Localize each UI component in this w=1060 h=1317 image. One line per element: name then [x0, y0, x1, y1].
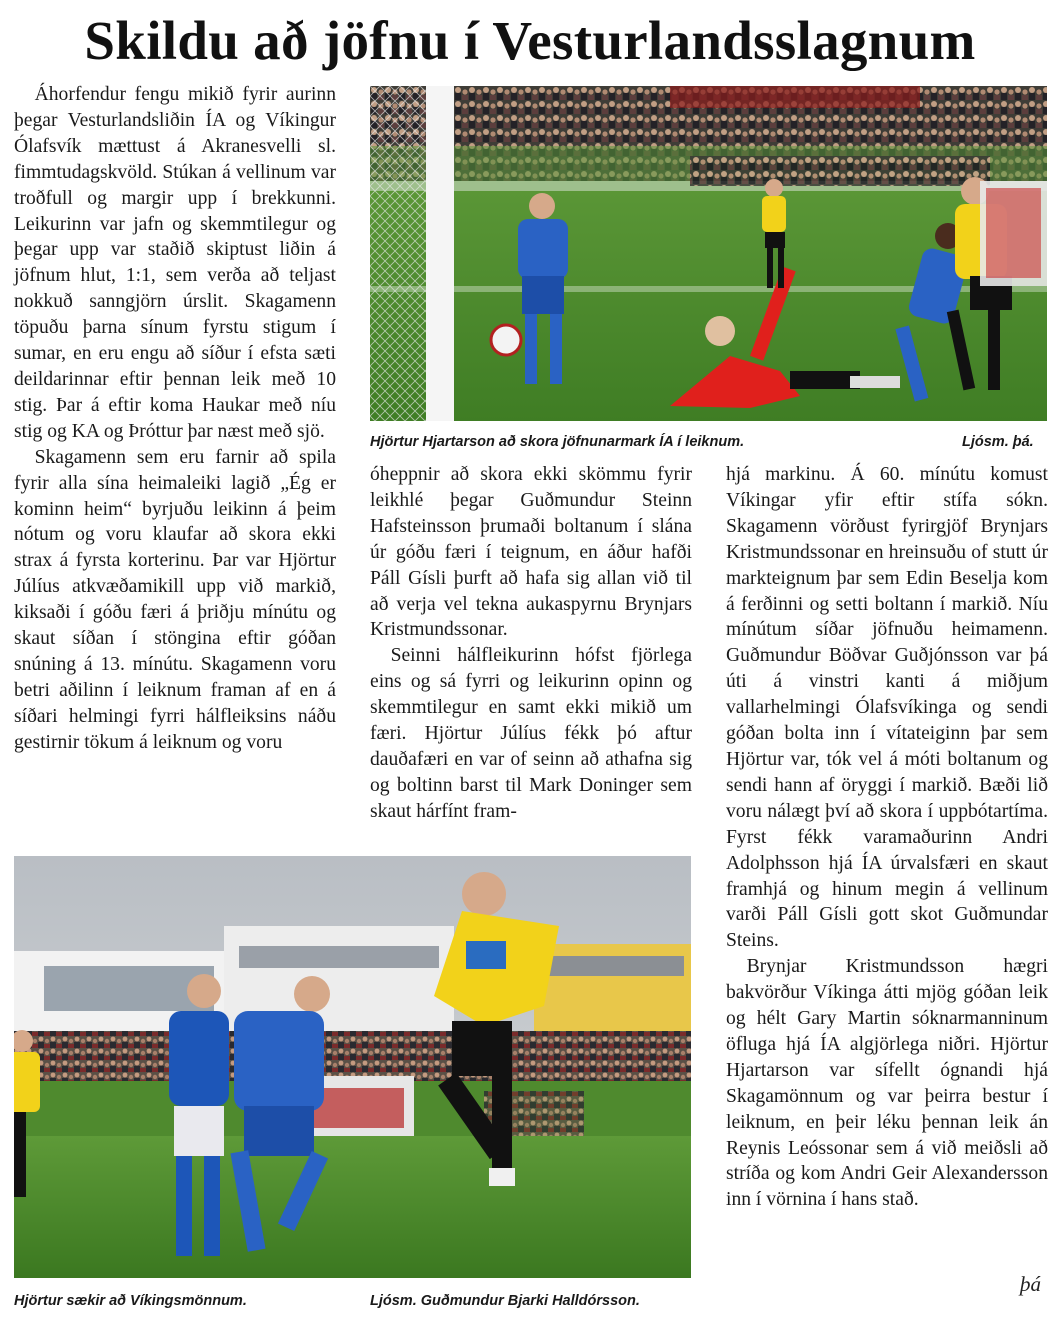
article-column-1: [14, 82, 336, 756]
headline: Skildu að jöfnu í Vesturlandsslagnum: [84, 10, 976, 71]
paragraph: Áhorfendur fengu mikið fyrir aurinn þegar Vesturlandsliðin ÍA og Víkingur Ólafsvík mættust á Akranesvelli sl. fimmtudagskvöld. Stúkan á vellinum var troðfull og margir upp í brekkunni. Leikurinn var jafn og skemmtilegur og þegar upp var staðið skiptust liðin á jöfnum hlut, 1:1, sem verða að teljast nokkuð sanngjörn úrslit. Skagamenn töpuðu þarna sínum fyrstu stigum í sumar, en eru engu að síður í efsta sæti deildarinnar eftir þennan leik með 10 stig. Þar á eftir koma Haukar með níu stig og KA og Þróttur þar næst með sjö.: [14, 84, 336, 442]
paragraph: Brynjar Kristmundsson hægri bakvörður Víkinga átti mjög góðan leik og hélt Gary Martin sóknarmanninum öfluga hjá ÍA algjörlega niðri. Hjörtur Hjartarson var sífellt ógnandi hjá Skagamönnum og var þeirra bestur í leiknum, en þeir léku þennan leik án Reynis Leóssonar sem á við meiðsli að stríða og kom Andri Geir Alexandersson inn í vörnina í hans stað.: [726, 956, 1048, 1211]
photo-goal-scene-image: [370, 86, 1047, 421]
photo-header-duel: [14, 856, 691, 1278]
author-signoff: þá: [1020, 1272, 1041, 1296]
paragraph: óheppnir að skora ekki skömmu fyrir leikhlé þegar Guðmundur Steinn Hafsteinsson þrumaði boltanum í slána úr góðu færi í teignum, en áður hafði Páll Gísli þurft að hafa sig allan við til að verja vel tekna aukaspyrnu Brynjars Kristmundssonar.: [370, 464, 692, 641]
article-column-3: [726, 462, 1048, 1213]
photo-header-duel-image: [14, 856, 691, 1278]
paragraph: Skagamenn sem eru farnir að spila fyrir alla sína heimaleiki lagið „Ég er kominn heim“ byrjuðu leikinn á þeim nótum og voru klaufar að skora ekki strax á fyrsta korterinu. Þar var Hjörtur Júlíus atkvæðamikill upp við markið, kiksaði í góðu færi á þriðju mínútu og skaut síðan í stöngina eftir góðan snúning á 13. mínútu. Skagamenn voru betri aðilinn í leiknum framan af en á síðari helmingi fyrri hálfleiksins náðu gestirnir tökum á leiknum og voru: [14, 446, 336, 753]
paragraph: Seinni hálfleikurinn hófst fjörlega eins og sá fyrri og leikurinn opinn og skemmtilegur en samt ekki mikið um færi. Hjörtur Júlíus fékk þó aftur dauðafæri en var of seinn að athafna sig og boltinn barst til Mark Doninger sem skaut hárfínt fram-: [370, 645, 692, 822]
photo-goal-scene: [370, 86, 1047, 421]
photo2-caption: Hjörtur sækir að Víkingsmönnum.: [14, 1293, 247, 1309]
article-column-2: [370, 462, 692, 825]
photo1-caption: Hjörtur Hjartarson að skora jöfnunarmark ÍA í leiknum.: [370, 434, 745, 450]
photo1-credit: Ljósm. þá.: [962, 434, 1034, 450]
photo2-credit: Ljósm. Guðmundur Bjarki Halldórsson.: [370, 1293, 640, 1309]
paragraph: hjá markinu. Á 60. mínútu komust Víkingar yfir eftir stífa sókn. Skagamenn vörðust fyrirgjöf Brynjars Kristmundssonar en hreinsuðu of stutt úr markteignum þar sem Edin Beselja kom á ferðinni og setti boltann í markið. Níu mínútum síðar jöfnuðu heimamenn. Guðmundur Böðvar Guðjónsson var þá úti á vinstri kanti á miðjum vallarhelmingi Ólafsvíkinga og sendi góðan bolta inn í vítateiginn þar sem Hjörtur var, tók vel á móti boltanum og sendi hann af öryggi í markið. Bæði lið voru nálægt því að skora í uppbótartíma. Fyrst fékk varamaðurinn Andri Adolphsson hjá ÍA úrvalsfæri en skaut framhjá og hinum megin á vellinum varði Páll Gísli gott skot Guðmundar Steins.: [726, 464, 1048, 952]
